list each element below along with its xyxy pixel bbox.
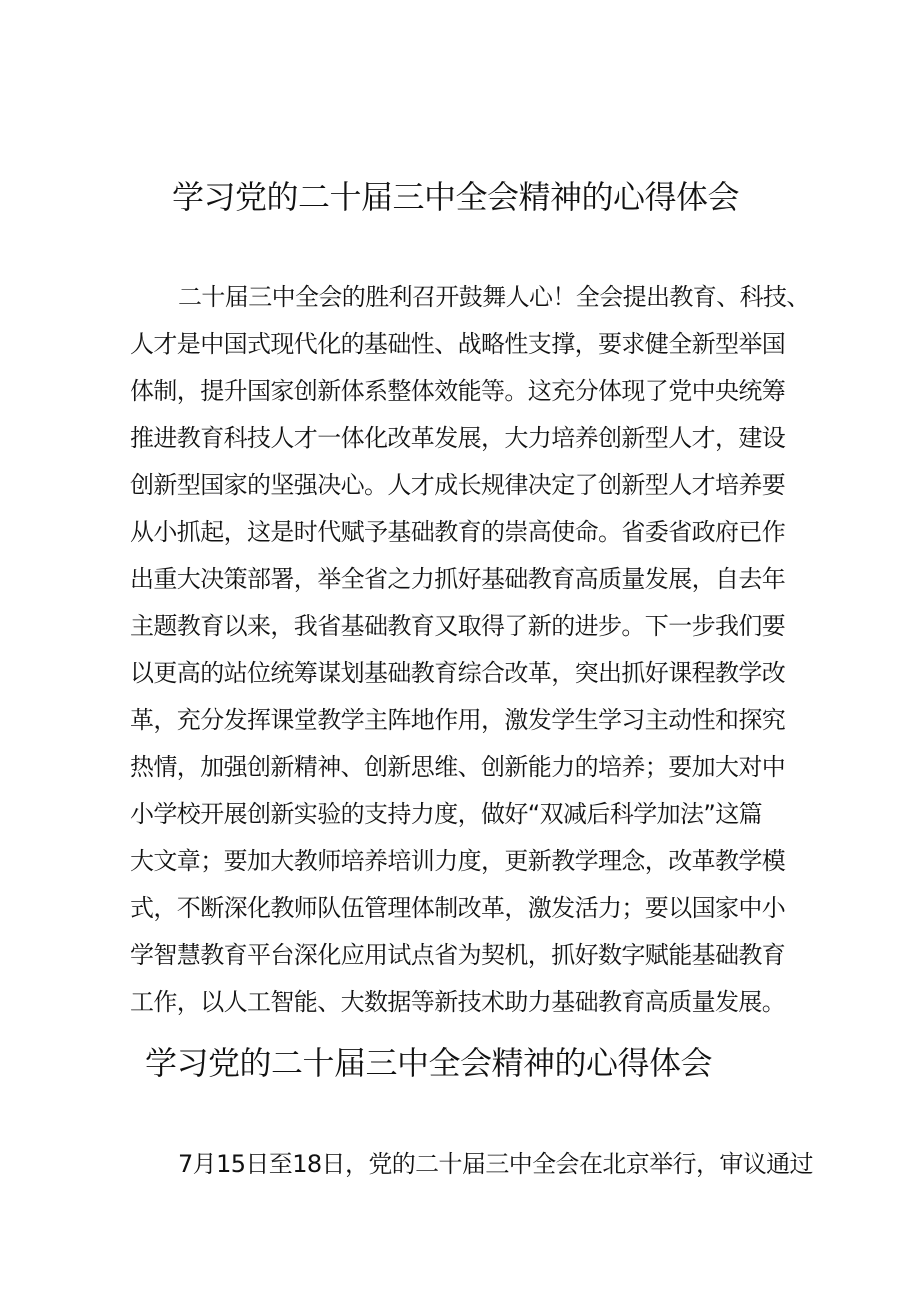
paragraph-line: 大文章；要加大教师培养培训力度，更新教学理念，改革教学模 <box>130 847 786 875</box>
second-article-title: 学习党的二十届三中全会精神的心得体会 <box>145 1044 713 1082</box>
paragraph-line: 式，不断深化教师队伍管理体制改革，激发活力；要以国家中小 <box>130 894 786 922</box>
paragraph-line: 创新型国家的坚强决心。人才成长规律决定了创新型人才培养要 <box>130 471 786 499</box>
paragraph-line: 小学校开展创新实验的支持力度，做好“双减后科学加法”这篇 <box>130 800 763 828</box>
paragraph-line: 以更高的站位统筹谋划基础教育综合改革，突出抓好课程教学改 <box>130 659 786 687</box>
paragraph-line: 推进教育科技人才一体化改革发展，大力培养创新型人才，建设 <box>130 424 786 452</box>
paragraph-line: 7月15日至18日，党的二十届三中全会在北京举行，审议通过 <box>178 1150 813 1178</box>
paragraph-line: 体制，提升国家创新体系整体效能等。这充分体现了党中央统筹 <box>130 377 786 405</box>
article-body-paragraph <box>130 274 810 1026</box>
paragraph-line: 出重大决策部署，举全省之力抓好基础教育高质量发展，自去年 <box>130 565 786 593</box>
paragraph-line: 热情，加强创新精神、创新思维、创新能力的培养；要加大对中 <box>130 753 786 781</box>
paragraph-line: 主题教育以来，我省基础教育又取得了新的进步。下一步我们要 <box>130 612 786 640</box>
article-title: 学习党的二十届三中全会精神的心得体会 <box>172 178 740 216</box>
second-article-body-paragraph <box>130 1141 813 1188</box>
paragraph-line: 学智慧教育平台深化应用试点省为契机，抓好数字赋能基础教育 <box>130 941 786 969</box>
paragraph-line: 二十届三中全会的胜利召开鼓舞人心！全会提出教育、科技、 <box>178 283 810 311</box>
paragraph-line: 从小抓起，这是时代赋予基础教育的崇高使命。省委省政府已作 <box>130 518 786 546</box>
paragraph-line: 革，充分发挥课堂教学主阵地作用，激发学生学习主动性和探究 <box>130 706 786 734</box>
paragraph-line: 人才是中国式现代化的基础性、战略性支撑，要求健全新型举国 <box>130 330 786 358</box>
paragraph-line: 工作，以人工智能、大数据等新技术助力基础教育高质量发展。 <box>130 988 786 1016</box>
